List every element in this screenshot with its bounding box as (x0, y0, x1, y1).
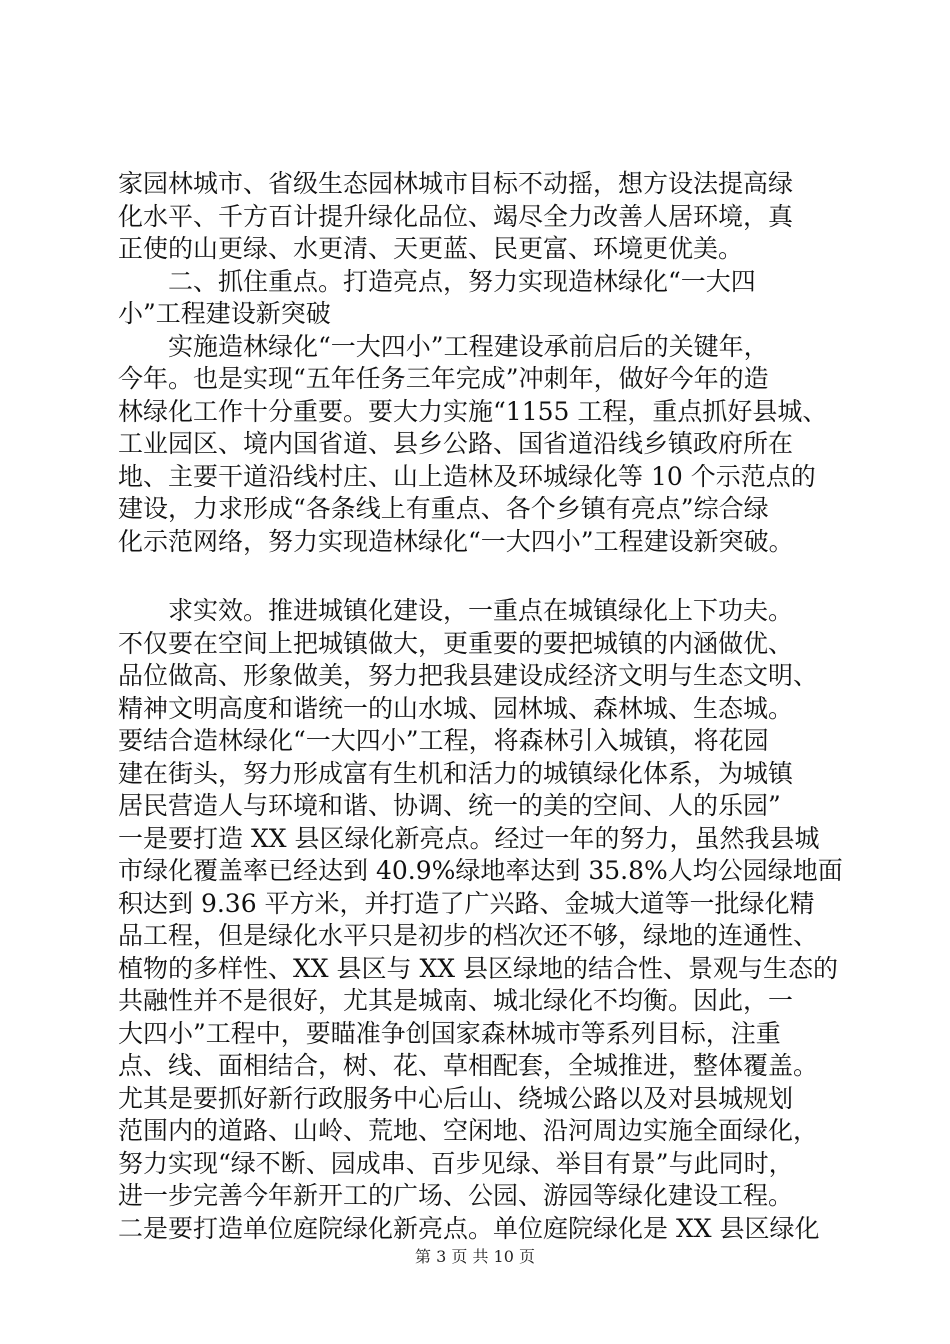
text-line: 精神文明高度和谐统一的山水城、园林城、森林城、生态城。 (118, 693, 794, 723)
text-line: 市绿化覆盖率已经达到 40.9%绿地率达到 35.8%人均公园绿地面 (118, 856, 843, 885)
text-line: 一是要打造 XX 县区绿化新亮点。经过一年的努力，虽然我县城 (118, 823, 820, 853)
text-line: 实施造林绿化“一大四小”工程建设承前启后的关键年， (118, 331, 769, 361)
text-line: 范围内的道路、山岭、荒地、空闲地、沿河周边实施全面绿化， (118, 1116, 819, 1145)
text-line: 进一步完善今年新开工的广场、公园、游园等绿化建设工程。 (118, 1181, 794, 1210)
text-line: 要结合造林绿化“一大四小”工程，将森林引入城镇，将花园 (118, 726, 769, 755)
text-line: 品位做高、形象做美，努力把我县建设成经济文明与生态文明、 (118, 661, 819, 690)
text-line: 尤其是要抓好新行政服务中心后山、绕城公路以及对县城规划 (118, 1083, 794, 1113)
text-line: 化示范网络，努力实现造林绿化“一大四小”工程建设新突破。 (118, 526, 794, 556)
text-line: 植物的多样性、XX 县区与 XX 县区绿地的结合性、景观与生态的 (118, 953, 839, 983)
text-line: 地、主要干道沿线村庄、山上造林及环城绿化等 10 个示范点的 (118, 461, 816, 491)
text-line: 积达到 9.36 平方米，并打造了广兴路、金城大道等一批绿化精 (118, 888, 815, 918)
page-number-footer: 第 3 页 共 10 页 (415, 1247, 535, 1266)
text-line: 二是要打造单位庭院绿化新亮点。单位庭院绿化是 XX 县区绿化 (118, 1213, 820, 1243)
text-line: 品工程，但是绿化水平只是初步的档次还不够，绿地的连通性、 (118, 921, 819, 950)
text-line: 今年。也是实现“五年任务三年完成”冲刺年，做好今年的造 (118, 364, 769, 393)
text-line: 建设，力求形成“各条线上有重点、各个乡镇有亮点”综合绿 (118, 494, 769, 523)
text-line: 化水平、千方百计提升绿化品位、竭尽全力改善人居环境，真 (118, 201, 794, 231)
text-line: 不仅要在空间上把城镇做大，更重要的要把城镇的内涵做优、 (118, 628, 794, 658)
paragraph-gap (118, 558, 858, 595)
document-body (118, 168, 858, 1245)
text-line: 正使的山更绿、水更清、天更蓝、民更富、环境更优美。 (118, 234, 744, 263)
text-line: 点、线、面相结合，树、花、草相配套，全城推进，整体覆盖。 (118, 1051, 819, 1080)
text-line: 居民营造人与环境和谐、协调、统一的美的空间、人的乐园” (118, 791, 781, 820)
text-line: 建在街头，努力形成富有生机和活力的城镇绿化体系，为城镇 (118, 758, 794, 788)
text-line: 努力实现“绿不断、园成串、百步见绿、举目有景”与此同时， (118, 1148, 794, 1178)
text-line: 家园林城市、省级生态园林城市目标不动摇，想方设法提高绿 (118, 169, 794, 198)
text-line: 工业园区、境内国省道、县乡公路、国省道沿线乡镇政府所在 (118, 429, 794, 458)
text-line: 林绿化工作十分重要。要大力实施“1155 工程，重点抓好县城、 (118, 396, 828, 426)
section-heading-line: 小”工程建设新突破 (118, 299, 331, 328)
text-line: 求实效。推进城镇化建设，一重点在城镇绿化上下功夫。 (118, 596, 794, 625)
text-line: 共融性并不是很好，尤其是城南、城北绿化不均衡。因此，一 (118, 986, 794, 1015)
text-line: 大四小”工程中，要瞄准争创国家森林城市等系列目标，注重 (118, 1018, 781, 1048)
section-heading-line: 二、抓住重点。打造亮点，努力实现造林绿化“一大四 (118, 266, 756, 296)
